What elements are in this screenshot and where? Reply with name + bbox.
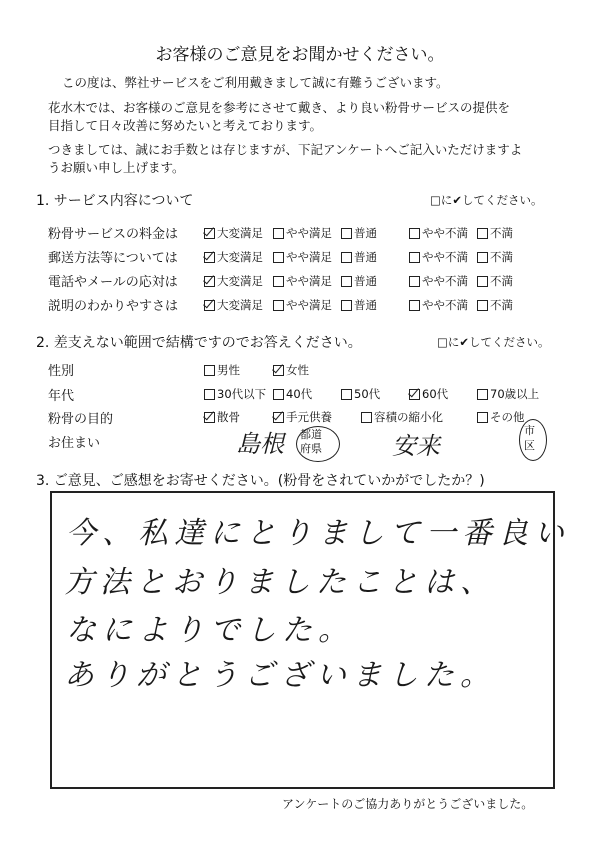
comment-line-1: 今、私達にとりまして一番良い	[66, 516, 570, 551]
rating-option[interactable]	[341, 273, 377, 289]
checkbox-checked[interactable]	[204, 276, 215, 287]
option-label: 30代以下	[217, 387, 267, 401]
option-label: 大変満足	[217, 298, 263, 312]
checkbox[interactable]	[477, 412, 488, 423]
city-unit-line-1: 市	[524, 424, 535, 437]
option-label: 手元供養	[286, 410, 332, 424]
intro-line-3: 目指して日々改善に努めたいと考えております。	[48, 118, 323, 133]
rating-option[interactable]	[409, 249, 468, 265]
rating-option[interactable]	[341, 297, 377, 313]
checkbox[interactable]	[273, 276, 284, 287]
rating-option[interactable]	[273, 273, 332, 289]
checkbox[interactable]	[273, 252, 284, 263]
checkbox[interactable]	[477, 300, 488, 311]
section1-note: □に✔してください。	[430, 193, 543, 207]
rating-option[interactable]	[341, 225, 377, 241]
checkbox[interactable]	[477, 252, 488, 263]
checkbox[interactable]	[341, 228, 352, 239]
gender-option-male[interactable]	[204, 362, 240, 378]
option-label: 普通	[354, 226, 377, 240]
section1-heading: 1. サービス内容について	[36, 193, 194, 209]
comment-line-4: ありがとうございました。	[64, 658, 496, 693]
rating-option[interactable]	[477, 273, 513, 289]
option-label: 容積の縮小化	[374, 410, 443, 424]
rating-option[interactable]	[273, 297, 332, 313]
rating-option[interactable]	[409, 297, 468, 313]
purpose-option-scatter[interactable]	[204, 409, 240, 425]
checkbox-checked[interactable]	[409, 389, 420, 400]
rating-option[interactable]	[409, 225, 468, 241]
option-label: やや不満	[422, 298, 468, 312]
rating-option[interactable]	[204, 249, 263, 265]
rating-option[interactable]	[273, 225, 332, 241]
option-label: やや満足	[286, 226, 332, 240]
footer-thanks: アンケートのご協力ありがとうございました。	[282, 797, 534, 811]
option-label: やや不満	[422, 274, 468, 288]
checkbox[interactable]	[341, 276, 352, 287]
option-label: 大変満足	[217, 226, 263, 240]
purpose-option-reduce[interactable]	[361, 409, 443, 425]
option-label: 普通	[354, 250, 377, 264]
option-label: 普通	[354, 298, 377, 312]
rating-row-label: 説明のわかりやすさは	[48, 299, 179, 314]
purpose-label: 粉骨の目的	[48, 412, 114, 427]
rating-option[interactable]	[273, 249, 332, 265]
option-label: その他	[490, 410, 525, 424]
checkbox-checked[interactable]	[204, 300, 215, 311]
intro-line-4: つきましては、誠にお手数とは存じますが、下記アンケートへご記入いただけますよ	[48, 142, 523, 157]
checkbox[interactable]	[341, 389, 352, 400]
option-label: 男性	[217, 363, 240, 377]
age-label: 年代	[48, 389, 75, 404]
checkbox[interactable]	[273, 228, 284, 239]
age-option-60s[interactable]	[409, 386, 448, 402]
checkbox[interactable]	[273, 300, 284, 311]
rating-option[interactable]	[409, 273, 468, 289]
address-city-handwritten: 安来	[392, 432, 440, 460]
rating-row-label: 電話やメールの応対は	[48, 275, 178, 290]
pref-unit-line-2: 府県	[300, 442, 322, 455]
address-label: お住まい	[48, 436, 101, 451]
rating-option[interactable]	[204, 273, 263, 289]
option-label: やや満足	[286, 298, 332, 312]
checkbox-checked[interactable]	[273, 365, 284, 376]
checkbox[interactable]	[477, 276, 488, 287]
option-label: やや不満	[422, 226, 468, 240]
option-label: 50代	[354, 387, 381, 401]
option-label: 不満	[490, 250, 513, 264]
gender-option-female[interactable]	[273, 362, 309, 378]
gender-label: 性別	[48, 364, 75, 379]
option-label: 不満	[490, 226, 513, 240]
pref-unit-line-1: 都道	[300, 428, 322, 441]
intro-line-5: うお願い申し上げます。	[48, 160, 185, 175]
rating-row-label: 郵送方法等については	[48, 251, 178, 266]
purpose-option-memorial[interactable]	[273, 409, 332, 425]
rating-option[interactable]	[204, 225, 263, 241]
option-label: やや不満	[422, 250, 468, 264]
checkbox-checked[interactable]	[204, 252, 215, 263]
option-label: 普通	[354, 274, 377, 288]
rating-option[interactable]	[477, 249, 513, 265]
option-label: 散骨	[217, 410, 240, 424]
age-option-70plus[interactable]	[477, 386, 539, 402]
option-label: 40代	[286, 387, 313, 401]
option-label: 60代	[422, 387, 449, 401]
option-label: 70歳以上	[490, 387, 540, 401]
rating-option[interactable]	[204, 297, 263, 313]
option-label: やや満足	[286, 274, 332, 288]
checkbox-checked[interactable]	[204, 228, 215, 239]
section2-note: □に✔してください。	[437, 335, 550, 349]
section2-heading: 2. 差支えない範囲で結構ですのでお答えください。	[36, 335, 362, 351]
option-label: 不満	[490, 298, 513, 312]
checkbox[interactable]	[204, 365, 215, 376]
rating-option[interactable]	[477, 297, 513, 313]
rating-option[interactable]	[477, 225, 513, 241]
checkbox-checked[interactable]	[204, 412, 215, 423]
age-option-30s[interactable]	[204, 386, 266, 402]
checkbox[interactable]	[409, 276, 420, 287]
checkbox[interactable]	[477, 389, 488, 400]
checkbox[interactable]	[204, 389, 215, 400]
checkbox[interactable]	[409, 252, 420, 263]
checkbox[interactable]	[361, 412, 372, 423]
option-label: 不満	[490, 274, 513, 288]
age-option-50s[interactable]	[341, 386, 380, 402]
comment-line-3: なによりでした。	[66, 613, 354, 648]
comment-line-2: 方法とおりましたことは、	[64, 565, 496, 600]
option-label: 大変満足	[217, 274, 263, 288]
page-title: お客様のご意見をお聞かせください。	[155, 45, 445, 65]
purpose-option-other[interactable]	[477, 409, 525, 425]
checkbox[interactable]	[341, 252, 352, 263]
option-label: やや満足	[286, 250, 332, 264]
rating-row-label: 粉骨サービスの料金は	[48, 227, 179, 242]
checkbox[interactable]	[409, 228, 420, 239]
checkbox[interactable]	[273, 389, 284, 400]
checkbox-checked[interactable]	[273, 412, 284, 423]
option-label: 女性	[286, 363, 309, 377]
checkbox[interactable]	[341, 300, 352, 311]
option-label: 大変満足	[217, 250, 263, 264]
age-option-40s[interactable]	[273, 386, 312, 402]
section3-heading: 3. ご意見、ご感想をお寄せください。(粉骨をされていかがでしたか？)	[36, 473, 485, 489]
intro-line-1: この度は、弊社サービスをご利用戴きまして誠に有難うございます。	[62, 75, 449, 90]
address-prefecture-handwritten: 島根	[236, 430, 284, 458]
checkbox[interactable]	[477, 228, 488, 239]
rating-option[interactable]	[341, 249, 377, 265]
city-unit-line-2: 区	[524, 439, 535, 452]
checkbox[interactable]	[409, 300, 420, 311]
intro-line-2: 花水木では、お客様のご意見を参考にさせて戴き、より良い粉骨サービスの提供を	[48, 100, 511, 115]
